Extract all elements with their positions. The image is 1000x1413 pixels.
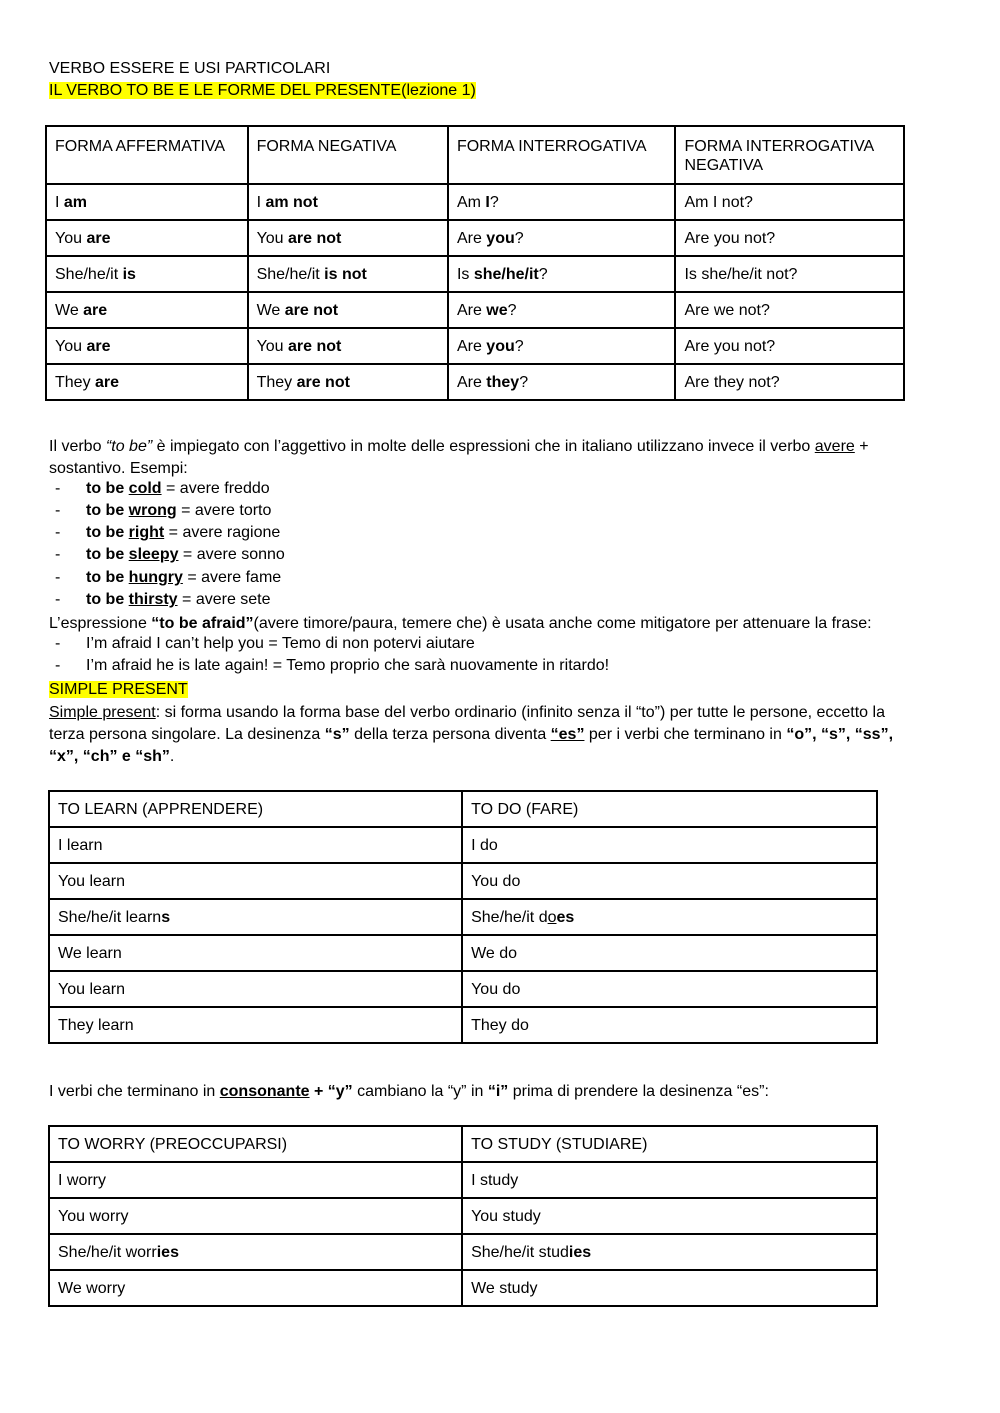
worry-study-table bbox=[48, 1125, 878, 1307]
list-item: - I’m afraid he is late again! = Temo proprio che sarà nuovamente in ritardo! bbox=[55, 657, 610, 674]
cell: You are bbox=[46, 220, 248, 256]
header-cell: FORMA NEGATIVA bbox=[248, 126, 448, 184]
cell: Are you? bbox=[448, 220, 676, 256]
table-row bbox=[49, 863, 877, 899]
table-row bbox=[46, 328, 904, 364]
cell: Am I not? bbox=[675, 184, 904, 220]
lesson-subtitle bbox=[49, 80, 476, 102]
cell: She/he/it learns bbox=[49, 899, 462, 935]
cell: We are not bbox=[248, 292, 448, 328]
table-header-row bbox=[49, 1126, 877, 1162]
cell: She/he/it worries bbox=[49, 1234, 462, 1270]
header-cell: TO STUDY (STUDIARE) bbox=[462, 1126, 877, 1162]
cell: Is she/he/it? bbox=[448, 256, 676, 292]
cell: They do bbox=[462, 1007, 877, 1043]
table-row bbox=[49, 1198, 877, 1234]
cell: Are we? bbox=[448, 292, 676, 328]
cell: Are they? bbox=[448, 364, 676, 400]
cell: I study bbox=[462, 1162, 877, 1198]
cell: Are you? bbox=[448, 328, 676, 364]
table-row bbox=[46, 364, 904, 400]
cell: They are bbox=[46, 364, 248, 400]
table-row bbox=[49, 899, 877, 935]
cell: I learn bbox=[49, 827, 462, 863]
header-cell: FORMA AFFERMATIVA bbox=[46, 126, 248, 184]
table-row bbox=[46, 220, 904, 256]
table-row bbox=[46, 292, 904, 328]
table-row bbox=[46, 256, 904, 292]
cell: You are not bbox=[248, 328, 448, 364]
page-title: VERBO ESSERE E USI PARTICOLARI bbox=[49, 60, 331, 77]
cell: They learn bbox=[49, 1007, 462, 1043]
table-row bbox=[49, 1007, 877, 1043]
to-be-conjugation-table bbox=[45, 125, 905, 401]
cell: We are bbox=[46, 292, 248, 328]
intro-paragraph-line1: Il verbo “to be” è impiegato con l’aggettivo in molte delle espressioni che in italiano utilizzano invece il verbo avere + bbox=[49, 438, 869, 455]
table-header-row bbox=[49, 791, 877, 827]
cell: We worry bbox=[49, 1270, 462, 1306]
list-item: - I’m afraid I can’t help you = Temo di non potervi aiutare bbox=[55, 635, 475, 652]
cell: You worry bbox=[49, 1198, 462, 1234]
table-row bbox=[49, 827, 877, 863]
afraid-paragraph: L’espressione “to be afraid”(avere timore/paura, temere che) è usata anche come mitigatore per attenuare la frase: bbox=[49, 615, 872, 632]
document-page: VERBO ESSERE E USI PARTICOLARI IL VERBO TO BE E LE FORME DEL PRESENTE(lezione 1) FORMA AFFERMATIVA FORMA NEGATIVA FORMA INTERROGATIVA FORMA INTERROGATIVA NEGATIVA I am I am not Am I? Am I not? You are You are not Are you? Are you not? She/he/it is She/he/it is not Is she/he/it? Is she/he/it not? We are We are not Are we? Are we not? You are You are not Are you? Are you not? They are They are not Are they? Are they not? Il verbo “to be” è impiegato con l’aggettivo in molte delle espressioni che in italiano utilizzano invece il verbo avere + sostantivo. Esempi: - to be cold = avere freddo - to be wrong = avere torto - to be right = avere ragione - to be sleepy = avere sonno - to be hungry = avere fame - to be thirsty = avere sete L’espressione “to be afraid”(avere timore/paura, temere che) è usata anche come mitigatore per attenuare la frase: - I’m afraid I can’t help you = Temo di non potervi aiutare - I’m afraid he is late again! = Temo proprio che sarà nuovamente in ritardo! SIMPLE PRESENT Simple present: si forma usando la forma base del verbo ordinario (infinito senza il “to”) per tutte le persone, eccetto la terza persona singolare. La desinenza “s” della terza persona diventa “es” per i verbi che terminano in “o”, “s”, “ss”, “x”, “ch” e “sh”. TO LEARN (APPRENDERE) TO DO (FARE) I learn I do You learn You do She/he/it learns She/he/it does We learn We do You learn You do They learn They do I verbi che terminano in consonante + “y” cambiano la “y” in “i” prima di prendere la desinenza “es”: TO WORRY (PREOCCUPARSI) TO STUDY (STUDIARE) I worry I study You worry You study She/he/it worries She/he/it studies We worry We study bbox=[0, 0, 1000, 1413]
cell: She/he/it is bbox=[46, 256, 248, 292]
header-cell: TO LEARN (APPRENDERE) bbox=[49, 791, 462, 827]
cell: You are not bbox=[248, 220, 448, 256]
table-row bbox=[49, 935, 877, 971]
header-cell: TO WORRY (PREOCCUPARSI) bbox=[49, 1126, 462, 1162]
cell: We do bbox=[462, 935, 877, 971]
cell: Are we not? bbox=[675, 292, 904, 328]
table-row bbox=[49, 1270, 877, 1306]
cell: You study bbox=[462, 1198, 877, 1234]
learn-do-table bbox=[48, 790, 878, 1044]
simple-present-line3: “x”, “ch” e “sh”. bbox=[49, 748, 175, 765]
cell: I worry bbox=[49, 1162, 462, 1198]
cell: I am bbox=[46, 184, 248, 220]
table-header-row bbox=[46, 126, 904, 184]
cell: They are not bbox=[248, 364, 448, 400]
cell: You do bbox=[462, 863, 877, 899]
cell: You do bbox=[462, 971, 877, 1007]
table-row bbox=[46, 184, 904, 220]
cell: Are they not? bbox=[675, 364, 904, 400]
header-cell: FORMA INTERROGATIVA NEGATIVA bbox=[675, 126, 904, 184]
table-row bbox=[49, 1234, 877, 1270]
cell: Is she/he/it not? bbox=[675, 256, 904, 292]
cell: You learn bbox=[49, 971, 462, 1007]
table-row bbox=[49, 1162, 877, 1198]
cell: She/he/it studies bbox=[462, 1234, 877, 1270]
cell: Are you not? bbox=[675, 220, 904, 256]
header-cell: FORMA INTERROGATIVA bbox=[448, 126, 676, 184]
table-row bbox=[49, 971, 877, 1007]
simple-present-line2: terza persona singolare. La desinenza “s” della terza persona diventa “es” per i verbi che terminano in “o”, “s”, “ss”, bbox=[49, 726, 894, 743]
cell: We learn bbox=[49, 935, 462, 971]
cell: You learn bbox=[49, 863, 462, 899]
simple-present-line1: Simple present: si forma usando la forma base del verbo ordinario (infinito senza il “to”) per tutte le persone, eccetto la bbox=[49, 704, 885, 721]
cell: Are you not? bbox=[675, 328, 904, 364]
cell: You are bbox=[46, 328, 248, 364]
consonant-rule-paragraph: I verbi che terminano in consonante + “y” cambiano la “y” in “i” prima di prendere la desinenza “es”: bbox=[49, 1083, 769, 1100]
simple-present-heading: SIMPLE PRESENT bbox=[49, 681, 188, 698]
cell: She/he/it is not bbox=[248, 256, 448, 292]
cell: She/he/it does bbox=[462, 899, 877, 935]
intro-paragraph-line2: sostantivo. Esempi: bbox=[49, 460, 188, 477]
cell: I am not bbox=[248, 184, 448, 220]
subtitle-highlight: IL VERBO TO BE E LE FORME DEL PRESENTE(lezione 1) bbox=[49, 82, 476, 99]
cell: We study bbox=[462, 1270, 877, 1306]
header-cell: TO DO (FARE) bbox=[462, 791, 877, 827]
cell: Am I? bbox=[448, 184, 676, 220]
cell: I do bbox=[462, 827, 877, 863]
